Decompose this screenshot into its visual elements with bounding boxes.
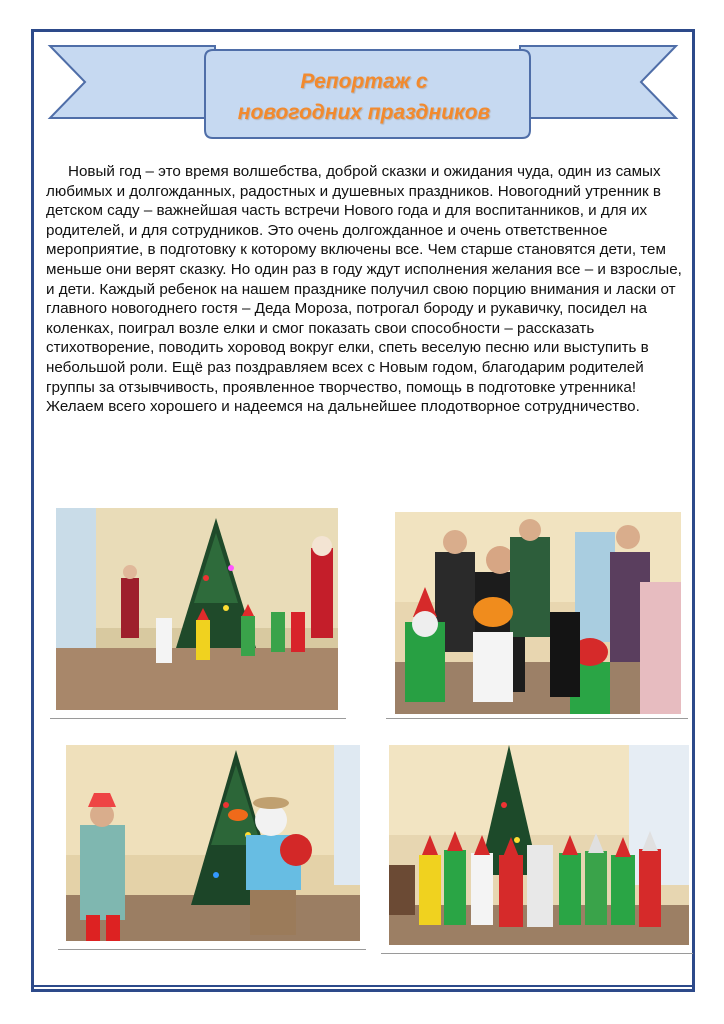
- photo-gnomes-with-adults: [395, 512, 681, 714]
- photo-caption-line: [50, 718, 346, 719]
- photo-caption-line: [58, 949, 366, 950]
- title-line-2: новогодних праздников: [237, 101, 491, 124]
- article-body-text: Новый год – это время волшебства, доброй сказки и ожидания чуда, один из самых любимых и долгожданных, радостных и душевных праздников. Новогодний утренник в детском саду – важнейшая часть встречи Нового года и для воспитанников, и для их родителей, и для сотрудников. Это очень долгожданное и очень ответственное мероприятие, в подготовку к которому включены все. Чем старше становятся дети, тем меньше они верят сказку. Но один раз в году ждут исполнения желания все – и взрослые, и дети. Каждый ребенок на нашем празднике получил свою порцию внимания и ласки от главного новогоднего гостя – Деда Мороза, потрогал бороду и рукавичку, посидел на коленках, поиграл возле елки и смог показать свои способности – рассказать стихотворение, поводить хоровод вокруг елки, спеть веселую песню или выступить в небольшой роли. Ещё раз поздравляем всех с Новым годом, благодарим родителей группы за отзывчивость, проявленное творчество, помощь в подготовке утренника! Желаем всего хорошего и надеемся на дальнейшее плодотворное сотрудничество.: [46, 163, 682, 416]
- photo-caption-line: [386, 718, 688, 719]
- page-title: [208, 66, 520, 128]
- photo-caption-line: [381, 953, 693, 954]
- photo-costumed-performers: [66, 745, 360, 941]
- bottom-border-line: [31, 985, 695, 987]
- title-line-1: Репортаж с: [300, 70, 428, 93]
- photo-children-round-dance: [56, 508, 338, 710]
- photo-group-of-gnomes: [389, 745, 689, 945]
